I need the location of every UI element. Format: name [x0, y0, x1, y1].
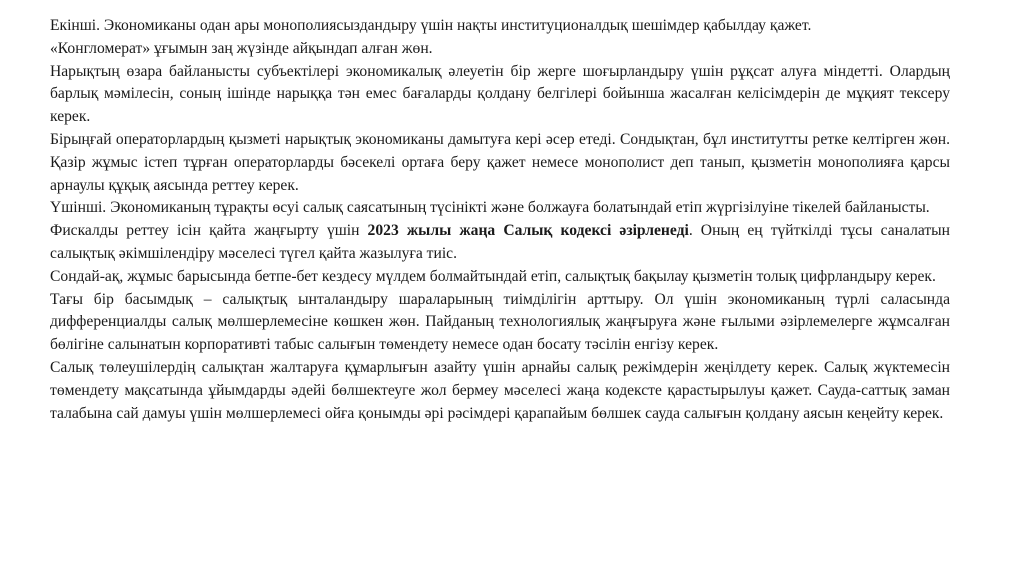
- paragraph-market-entities-permission: Нарықтың өзара байланысты субъектілері экономикалық әлеуетін бір жерге шоғырландыру үшін рұқсат алуға міндетті. Олардың барлық мәмілесін, соның ішінде нарыққа тән емес бағаларды қолдану белгілері бойынша жасалған келісімдерін де мұқият тексеру керек.: [50, 62, 950, 126]
- paragraph-special-tax-regimes: Салық төлеушілердің салықтан жалтаруға құмарлығын азайту үшін арнайы салық режімдерін жеңілдету керек. Салық жүктемесін төмендету мақсатында ұйымдарды әдейі бөлшектеуге жол бермеу мәселесі жаңа кодексте қарастырылуы қажет. Сауда-саттық заман талабына сай дамуы үшін мөлшерлемесі ойға қонымды әрі рәсімдері қарапайым бөлшек сауда салығын қолдану аясын кеңейту керек.: [50, 358, 950, 422]
- paragraph-second-demonopolization: Екінші. Экономиканы одан ары монополиясыздандыру үшін нақты институционалдық шешімдер қабылдау қажет.: [50, 17, 812, 34]
- paragraph-conglomerate-definition: «Конгломерат» ұғымын заң жүзінде айқындап алған жөн.: [50, 39, 433, 57]
- tax-code-text-before: Фискалды реттеу ісін қайта жаңғырту үшін: [50, 222, 368, 240]
- paragraph-digitalization: Сондай-ақ, жұмыс барысында бетпе-бет кездесу мүлдем болмайтындай етіп, салықтық бақылау қызметін толық цифрландыру керек.: [50, 267, 936, 285]
- tax-code-emphasis: 2023 жылы жаңа Салық кодексі әзірленеді: [367, 222, 689, 240]
- paragraph-third-tax-policy: Үшінші. Экономиканың тұрақты өсуі салық саясатының түсінікті және болжауға болатындай етіп жүргізілуіне тікелей байланысты.: [50, 199, 930, 217]
- document-body: [50, 15, 950, 425]
- paragraph-tax-incentives: Тағы бір басымдық – салықтық ынталандыру шараларының тиімділігін арттыру. Ол үшін экономиканың түрлі саласында дифференциалды салық мөлшерлемесіне көшкен жөн. Пайданың технологиялық жаңғыруға және ғылыми әзірлемелерге жұмсалған бөлігіне салынатын корпоративті табыс салығын төмендету немесе одан босату тәсілін енгізу керек.: [50, 290, 950, 354]
- paragraph-new-tax-code: [50, 220, 950, 266]
- paragraph-single-operators: Бірыңғай операторлардың қызметі нарықтық экономиканы дамытуға кері әсер етеді. Сондықтан, бұл институтты ретке келтірген жөн. Қазір жұмыс істеп тұрған операторларды бәсекелі ортаға беру қажет немесе монополист деп танып, қызметін монополияға қарсы арнаулы құқық аясында реттеу керек.: [50, 130, 950, 194]
- tax-code-text-after: . Оның ең түйткілді тұсы саналатын салықтық әкімшілендіру мәселесі түгел қайта жазылуға тиіс.: [50, 222, 951, 262]
